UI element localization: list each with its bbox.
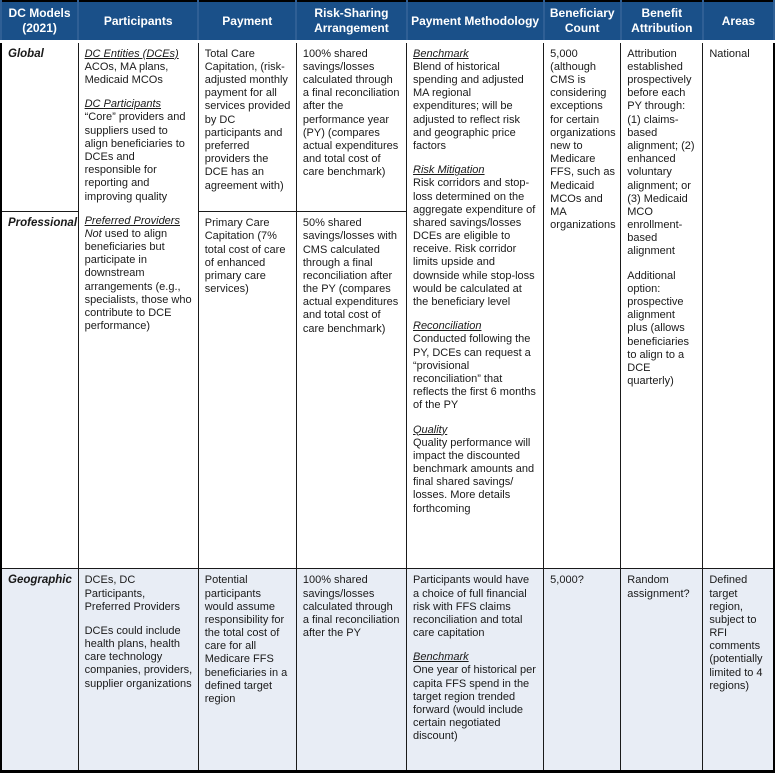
cell-risk-sharing-professional [296,212,406,569]
cell-payment-methodology-geographic [407,569,544,772]
risk-sharing-global-text: 100% shared savings/losses calculated through a final reconciliation after the performance year (PY) (compares actual expenditures and total cost of care benchmark) [302,47,400,179]
geo-payment-text: Potential participants would assume responsibility for the total cost of care for all Medicare FFS beneficiaries in a defined target region [204,574,288,706]
header-payment-methodology: Payment Methodology [407,1,544,41]
dc-participants-text: “Core” providers and suppliers used to align beneficiaries to DCEs and responsible for reporting and improving quality [84,111,186,203]
cell-areas-global-professional [703,41,774,569]
geo-areas-text: Defined target region, subject to RFI comments (potentially limited to 4 regions) [709,574,763,692]
geo-risk-sharing-text: 100% shared savings/losses calculated through a final reconciliation after the PY [302,574,400,640]
cell-risk-sharing-geographic [296,569,406,772]
benefit-attribution-main-text: Attribution established prospectively before each PY through: (1) claims-based alignment; (2) enhanced voluntary alignment; or (3) Medicaid MCO enrollment-based alignment [627,47,695,258]
row-geographic [1,569,774,772]
benefit-attribution-additional-text: Additional option: prospective alignment plus (allows beneficiaries to align to a DCE quarterly) [627,269,690,388]
geo-benchmark-text: One year of historical per capita FFS spend in the target region trended forward (would include certain negotiated discount) [413,664,536,743]
row-label-professional: Professional [1,212,78,569]
cell-beneficiary-count-geographic [544,569,621,772]
beneficiary-count-text: 5,000 (although CMS is considering exceptions for certain organizations new to Medicare FFS, such as Medicaid MCOs and MA organizations [550,47,616,232]
cell-participants-geographic [78,569,198,772]
reconciliation-text: Conducted following the PY, DCEs can request a “provisional reconciliation” that reflects the first 6 months of the PY [413,333,536,412]
cell-areas-geographic [703,569,774,772]
dc-entities-heading: DC Entities (DCEs) [84,47,179,60]
risk-mitigation-text: Risk corridors and stop-loss determined on the aggregate expenditure of shared savings/losses DCEs are eligible to receive. Risk corridor limits upside and downside while stop-loss would be calculated at the beneficiary level [413,177,536,308]
header-beneficiary-count: Beneficiary Count [544,1,621,41]
participants-dc-entities-block [85,48,193,88]
preferred-providers-text: used to align beneficiaries but participate in downstream arrangements (e.g., specialists, those who contribute to DCE performance) [84,227,192,333]
geo-benchmark-block [413,651,538,743]
preferred-providers-heading: Preferred Providers [84,214,180,227]
participants-dc-participants-block [85,98,193,204]
payment-professional-text: Primary Care Capitation (7% total cost of care of enhanced primary care services) [204,217,286,296]
risk-sharing-professional-text: 50% shared savings/losses with CMS calculated through a final reconciliation after the PY (compares actual expenditures and total cost of care benchmark) [302,217,399,335]
dc-entities-text: ACOs, MA plans, Medicaid MCOs [84,60,169,86]
table-header-row [1,1,774,41]
benchmark-heading: Benchmark [413,47,469,60]
cell-payment-geographic [198,569,296,772]
payment-global-text: Total Care Capitation, (risk-adjusted monthly payment for all services provided by DC participants and preferred providers the DCE has an agreement with) [204,47,291,192]
header-payment: Payment [198,1,296,41]
header-participants: Participants [78,1,198,41]
dc-participants-heading: DC Participants [84,98,162,111]
header-risk-sharing-arrangement: Risk-Sharing Arrangement [296,1,406,41]
quality-text: Quality performance will impact the discounted benchmark amounts and final shared savings/ losses. More details forthcoming [413,436,535,515]
cell-beneficiary-count-global-professional [544,41,621,569]
geo-participants-detail-text: DCEs could include health plans, health care technology companies, providers, supplier organizations [84,624,193,690]
areas-national-text: National [709,47,750,60]
row-global [1,41,774,212]
methodology-reconciliation-block [413,320,538,412]
cell-payment-professional [198,212,296,569]
cell-payment-global [198,41,296,212]
quality-heading: Quality [413,423,448,436]
header-dc-models: DC Models (2021) [1,1,78,41]
preferred-providers-not-emphasis: Not [84,227,102,240]
geo-participants-list-text: DCEs, DC Participants, Preferred Providers [84,574,180,613]
geo-benefit-attribution-text: Random assignment? [627,574,690,600]
risk-mitigation-heading: Risk Mitigation [413,164,485,177]
methodology-benchmark-block [413,48,538,154]
geo-methodology-text: Participants would have a choice of full financial risk with FFS claims reconciliation and total care capitation [413,574,530,640]
header-areas: Areas [703,1,774,41]
geo-benchmark-heading: Benchmark [413,651,469,664]
cell-benefit-attribution-global-professional [621,41,703,569]
geo-beneficiary-count-text: 5,000? [550,574,584,587]
participants-preferred-providers-block [85,215,193,334]
reconciliation-heading: Reconciliation [413,320,482,333]
row-label-global: Global [1,41,78,212]
methodology-quality-block [413,424,538,516]
benchmark-text: Blend of historical spending and adjusted MA regional expenditures; will be adjusted to reflect risk and geographic price factors [413,60,524,152]
row-label-geographic: Geographic [1,569,78,772]
cell-payment-methodology-global-professional [407,41,544,569]
methodology-risk-mitigation-block [413,164,538,309]
cell-participants-global-professional [78,41,198,569]
header-benefit-attribution: Benefit Attribution [621,1,703,41]
cell-benefit-attribution-geographic [621,569,703,772]
cell-risk-sharing-global [296,41,406,212]
